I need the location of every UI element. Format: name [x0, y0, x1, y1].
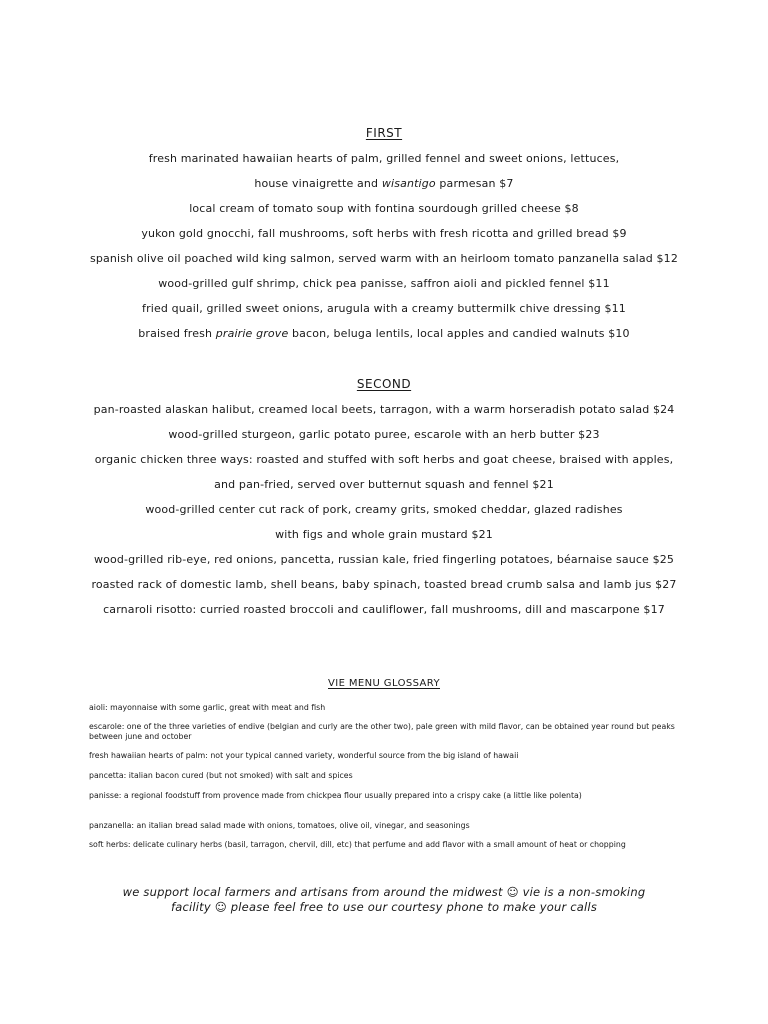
- first-heading: FIRST: [365, 126, 403, 140]
- menu-item-text: bacon, beluga lentils, local apples and candied walnuts $10: [288, 327, 630, 340]
- first-menu-item: [0, 177, 768, 190]
- first-menu-item: [0, 277, 768, 290]
- glossary-entry: panzanella: an italian bread salad made with onions, tomatoes, olive oil, vinegar, and seasonings: [89, 821, 470, 830]
- second-menu-item: [0, 428, 768, 441]
- menu-item-text: house vinaigrette and: [254, 177, 382, 190]
- glossary-entry: soft herbs: delicate culinary herbs (basil, tarragon, chervil, dill, etc) that perfume and add flavor with a small amount of heat or chopping: [89, 840, 626, 849]
- first-menu-item: [0, 302, 768, 315]
- glossary-title: VIE MENU GLOSSARY: [328, 678, 440, 689]
- menu-item-italic-text: wisantigo: [381, 177, 436, 190]
- second-menu-item: [0, 603, 768, 616]
- menu-item-text: parmesan $7: [435, 177, 514, 190]
- menu-item-text: pan-roasted alaskan halibut, creamed local beets, tarragon, with a warm horseradish potato salad $24: [93, 403, 675, 416]
- footer-line-2: facility ☺ please feel free to use our courtesy phone to make your calls: [170, 900, 598, 914]
- second-menu-item: [0, 578, 768, 591]
- glossary-entry: panisse: a regional foodstuff from provence made from chickpea flour usually prepared into a crispy cake (a little like polenta): [89, 791, 582, 800]
- menu-item-italic-text: prairie grove: [215, 327, 289, 340]
- menu-item-text: with figs and whole grain mustard $21: [275, 528, 493, 541]
- menu-item-text: and pan-fried, served over butternut squash and fennel $21: [214, 478, 554, 491]
- menu-item-text: spanish olive oil poached wild king salmon, served warm with an heirloom tomato panzanella salad $12: [90, 252, 678, 265]
- second-menu-item: [0, 403, 768, 416]
- menu-item-text: roasted rack of domestic lamb, shell beans, baby spinach, toasted bread crumb salsa and lamb jus $27: [91, 578, 677, 591]
- first-menu-item: [0, 252, 768, 265]
- menu-item-text: braised fresh: [138, 327, 216, 340]
- glossary-entry: escarole: one of the three varieties of endive (belgian and curly are the other two), pale green with mild flavor, can be obtained year round but peaks between june and october: [89, 722, 675, 741]
- glossary-entry: aioli: mayonnaise with some garlic, great with meat and fish: [89, 703, 326, 712]
- menu-item-text: fresh marinated hawaiian hearts of palm, grilled fennel and sweet onions, lettuces,: [148, 152, 620, 165]
- second-heading: SECOND: [356, 377, 412, 391]
- second-menu-item: [0, 528, 768, 541]
- footer-line-1: we support local farmers and artisans from around the midwest ☺ vie is a non-smoking: [122, 885, 646, 899]
- first-menu-item: [0, 227, 768, 240]
- menu-item-text: wood-grilled center cut rack of pork, creamy grits, smoked cheddar, glazed radishes: [145, 503, 623, 516]
- menu-item-text: yukon gold gnocchi, fall mushrooms, soft herbs with fresh ricotta and grilled bread $9: [141, 227, 627, 240]
- second-menu-item: [0, 553, 768, 566]
- menu-item-text: wood-grilled sturgeon, garlic potato puree, escarole with an herb butter $23: [168, 428, 600, 441]
- first-menu-item: [0, 327, 768, 340]
- menu-item-text: wood-grilled rib-eye, red onions, pancetta, russian kale, fried fingerling potatoes, béarnaise sauce $25: [93, 553, 675, 566]
- first-menu-item: [0, 152, 768, 165]
- glossary-entry: pancetta: italian bacon cured (but not smoked) with salt and spices: [89, 771, 353, 780]
- second-menu-item: [0, 503, 768, 516]
- menu-item-text: local cream of tomato soup with fontina sourdough grilled cheese $8: [189, 202, 579, 215]
- first-menu-item: [0, 202, 768, 215]
- glossary-entry: fresh hawaiian hearts of palm: not your typical canned variety, wonderful source from the big island of hawaii: [89, 751, 519, 760]
- menu-item-text: wood-grilled gulf shrimp, chick pea panisse, saffron aioli and pickled fennel $11: [158, 277, 610, 290]
- menu-item-text: organic chicken three ways: roasted and stuffed with soft herbs and goat cheese, braised with apples,: [94, 453, 674, 466]
- second-menu-item: [0, 453, 768, 466]
- menu-item-text: fried quail, grilled sweet onions, arugula with a creamy buttermilk chive dressing $11: [142, 302, 626, 315]
- second-menu-item: [0, 478, 768, 491]
- menu-item-text: carnaroli risotto: curried roasted broccoli and cauliflower, fall mushrooms, dill and mascarpone $17: [103, 603, 665, 616]
